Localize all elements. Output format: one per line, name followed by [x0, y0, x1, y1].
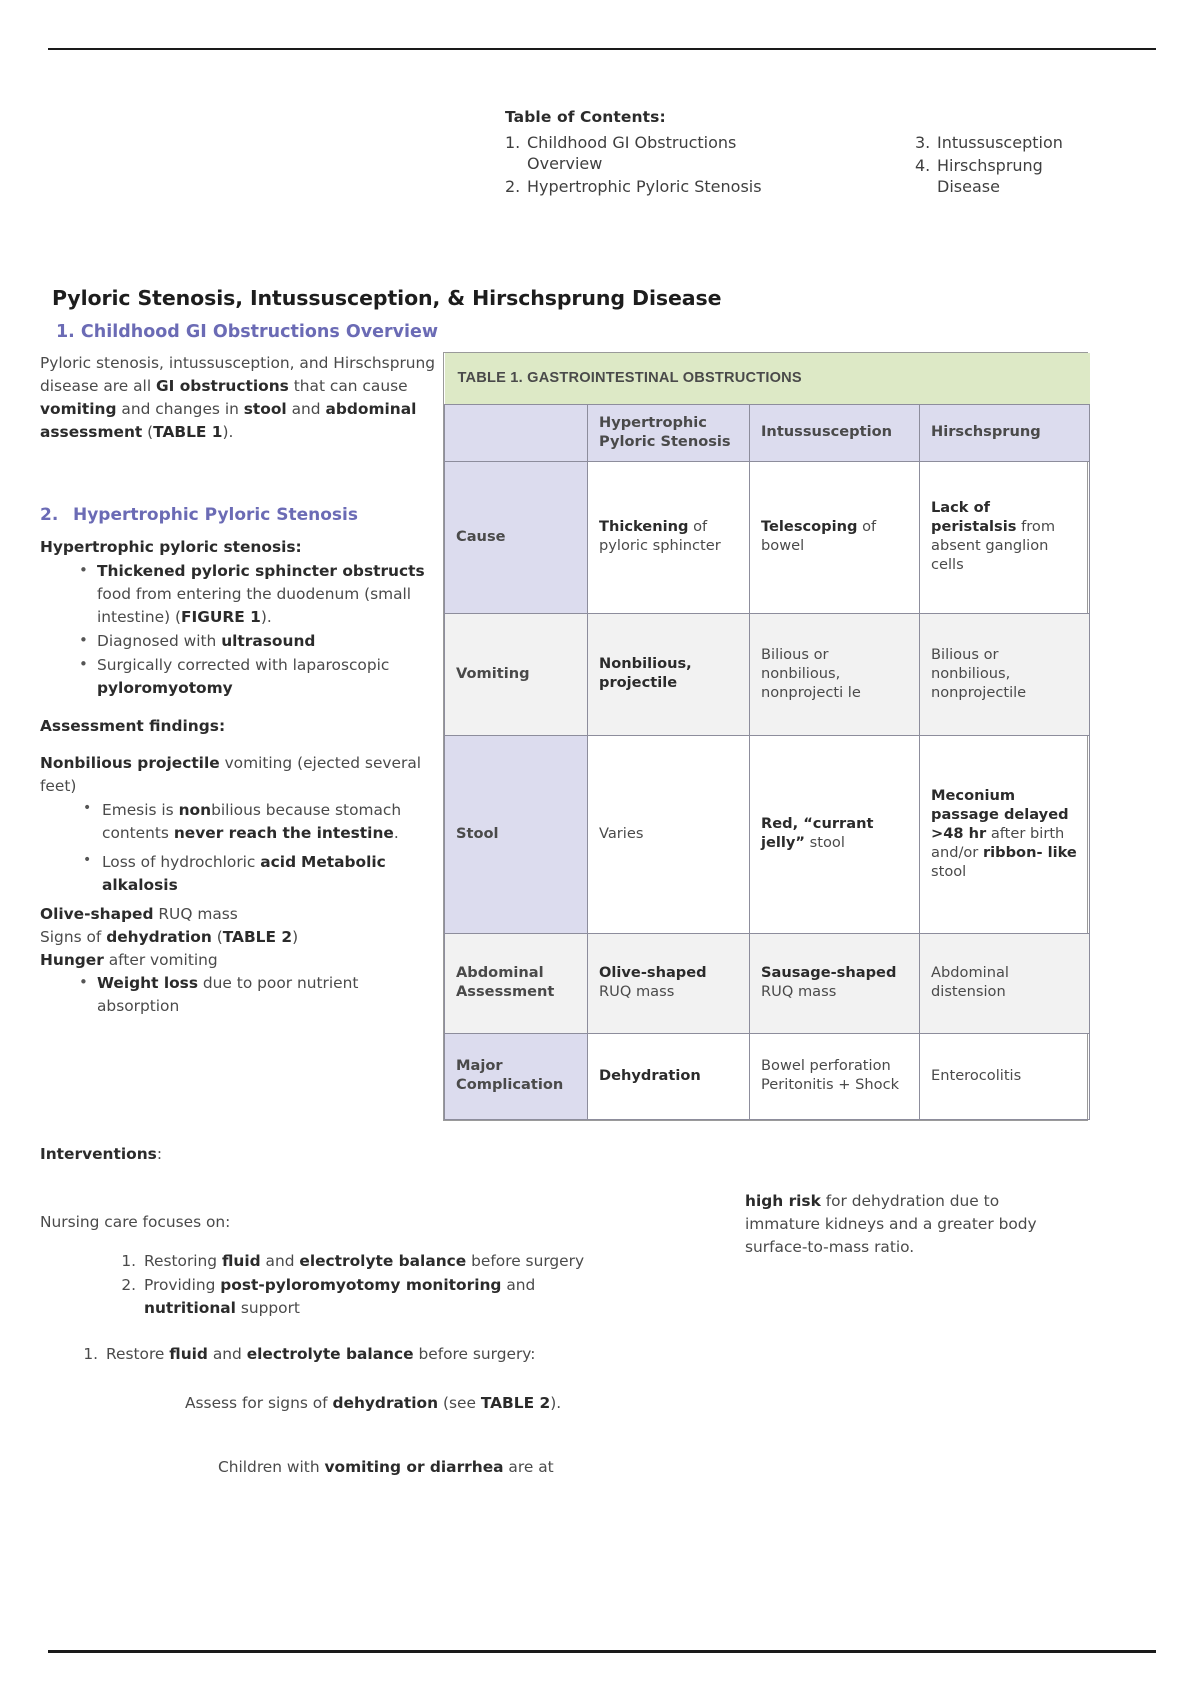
finding-3-bold: dehydration — [106, 928, 212, 947]
cell-stool-hirsch-bold2: ribbon- like — [982, 843, 1077, 861]
overview-text-4: and — [286, 400, 326, 419]
table-row — [445, 933, 1090, 1033]
cell-abdominal-intus-text: RUQ mass — [761, 983, 837, 1001]
list-item — [76, 799, 440, 845]
risk-bold-high-risk: high risk — [745, 1192, 821, 1210]
children-risk-line — [218, 1456, 660, 1479]
bullet-1-figure-ref[interactable]: FIGURE 1 — [181, 607, 261, 626]
cell-cause-hps — [588, 461, 750, 613]
overview-text-1: Pyloric stenosis, intussusception, and Hirschsprung disease are all — [40, 354, 436, 396]
interventions-intro: Nursing care focuses on: — [40, 1213, 231, 1232]
finding-3-text-a: Signs of — [40, 928, 107, 947]
column-header-hirschsprung: Hirschsprung — [920, 404, 1090, 461]
finding-2-text: RUQ mass — [153, 904, 238, 923]
list-item — [71, 654, 440, 700]
assess-text-a: Assess for signs of — [185, 1393, 333, 1412]
bullet-3-text: Surgically corrected with laparoscopic — [97, 655, 390, 674]
overview-bold-stool: stool — [243, 400, 287, 419]
sub-1-text-a: Emesis is — [102, 800, 179, 819]
assessment-findings-colon: : — [218, 717, 226, 736]
cell-stool-intussusception — [750, 735, 920, 933]
cell-stool-intus-text: stool — [805, 834, 845, 852]
row-label-major-complication: Major Complication — [445, 1033, 588, 1119]
assessment-finding-4 — [40, 949, 440, 972]
table-caption-row — [445, 353, 1090, 404]
row-label-abdominal-assessment: Abdominal Assessment — [445, 933, 588, 1033]
assess-table2-ref[interactable]: TABLE 2 — [480, 1393, 551, 1412]
column-header-hps: Hypertrophic Pyloric Stenosis — [588, 404, 750, 461]
restore-text-b: and — [207, 1345, 247, 1364]
children-bold-vomiting: vomiting or diarrhea — [324, 1457, 504, 1476]
list-item — [76, 851, 440, 897]
table-caption: TABLE 1. GASTROINTESTINAL OBSTRUCTIONS — [445, 353, 1090, 404]
item-2-text-a: Providing — [144, 1275, 221, 1294]
cell-vomiting-hirschsprung: Bilious or nonbilious, nonprojectile — [920, 613, 1090, 735]
cell-cause-hps-bold: Thickening — [599, 518, 689, 536]
interventions-heading — [40, 1143, 660, 1166]
toc-column-right — [805, 132, 1105, 199]
children-text-a: Children with — [218, 1457, 325, 1476]
row-label-vomiting: Vomiting — [445, 613, 588, 735]
row-label-cause: Cause — [445, 461, 588, 613]
section-2-number: 2. — [40, 505, 59, 525]
bullet-2-bold: ultrasound — [221, 631, 316, 650]
cell-vomiting-intussusception: Bilious or nonbilious, nonprojecti le — [750, 613, 920, 735]
finding-1-text: vomiting (ejected several feet) — [40, 754, 422, 796]
left-body-column — [40, 352, 440, 1020]
toc-item-1-number: 1. — [505, 133, 521, 152]
bullet-1-text: food from entering the duodenum (small intestine) ( — [97, 584, 412, 626]
bullet-2-text: Diagnosed with — [97, 631, 222, 650]
cell-stool-hirsch-bold: Meconium passage delayed >48 hr — [931, 786, 1069, 842]
restore-text-a: Restore — [106, 1345, 170, 1364]
assessment-weightloss-list — [71, 972, 440, 1018]
toc-item-1-label: Childhood GI Obstructions Overview — [527, 133, 737, 174]
cell-complication-hirschsprung: Enterocolitis — [920, 1033, 1090, 1119]
cell-abdominal-hirschsprung — [920, 933, 1090, 1033]
item-2-text-c: support — [235, 1299, 300, 1317]
sub-2-bold-alkalosis: Metabolic alkalosis — [102, 852, 386, 894]
assess-text-b: (see — [438, 1393, 481, 1412]
cell-vomiting-hps-bold: Nonbilious, projectile — [599, 655, 692, 692]
toc-item-4[interactable] — [915, 155, 1105, 197]
interventions-ordered-list — [108, 1250, 660, 1320]
toc-title: Table of Contents: — [505, 108, 666, 126]
cell-abdominal-hps-text: RUQ mass — [599, 983, 675, 1001]
list-item — [108, 1250, 660, 1273]
assessment-findings-heading — [40, 715, 440, 738]
assessment-findings-label: Assessment findings — [40, 717, 219, 736]
finding-4-bold: Hunger — [40, 951, 104, 970]
bullet-1-bold: Thickened pyloric sphincter obstructs — [97, 561, 425, 580]
gastrointestinal-obstructions-table — [443, 352, 1088, 1121]
list-item — [108, 1274, 660, 1320]
sub-1-text-b: bilious because stomach contents — [102, 800, 402, 842]
table-row — [445, 735, 1090, 933]
cell-abdominal-intussusception — [750, 933, 920, 1033]
table-row — [445, 613, 1090, 735]
finding-3-table2-ref[interactable]: TABLE 2 — [222, 928, 293, 947]
table-of-contents — [505, 108, 1105, 199]
finding-3-text-b: ( — [211, 928, 223, 947]
interventions-colon: : — [156, 1145, 163, 1164]
table-row — [445, 461, 1090, 613]
overview-bold-table1[interactable]: TABLE 1 — [153, 423, 223, 442]
overview-text-5: ( — [142, 423, 154, 442]
assessment-sub-list — [76, 799, 440, 897]
cell-abdominal-hps — [588, 933, 750, 1033]
cell-abdominal-hirsch-text: Abdominal distension — [931, 964, 1009, 1001]
cell-complication-intussusception: Bowel perforation Peritonitis + Shock — [750, 1033, 920, 1119]
item-1-bold-electrolyte: electrolyte balance — [299, 1251, 467, 1270]
sub-2-text: Loss of hydrochloric — [102, 852, 261, 871]
toc-column-left — [505, 132, 805, 199]
item-2-text-b: and — [501, 1275, 536, 1294]
pyloric-lead: Hypertrophic pyloric stenosis: — [40, 538, 302, 557]
pyloric-bullet-list — [71, 560, 440, 701]
assess-dehydration-line — [185, 1392, 660, 1415]
cell-abdominal-hps-bold: Olive-shaped — [599, 964, 707, 982]
item-2-bold-monitoring: post-pyloromyotomy monitoring — [220, 1275, 502, 1294]
assess-text-c: ). — [550, 1393, 562, 1412]
cell-stool-intus-bold: Red, “currant jelly” — [761, 815, 874, 852]
finding-5-bold: Weight loss — [97, 974, 199, 993]
cell-complication-hps-bold: Dehydration — [599, 1066, 701, 1084]
list-item — [70, 1343, 660, 1366]
assessment-finding-1 — [40, 752, 440, 798]
toc-item-4-number: 4. — [915, 156, 931, 176]
cell-vomiting-hps — [588, 613, 750, 735]
cell-cause-hps-text: of pyloric sphincter — [599, 518, 721, 555]
table-row — [445, 1033, 1090, 1119]
assessment-finding-2 — [40, 903, 440, 926]
item-2-number: 2. — [121, 1275, 136, 1294]
row-label-stool: Stool — [445, 735, 588, 933]
assess-bold-dehydration: dehydration — [332, 1393, 439, 1412]
overview-bold-abdominal: abdominal assessment — [40, 400, 417, 442]
bullet-1-tail: ). — [260, 607, 272, 626]
assessment-finding-3 — [40, 926, 440, 949]
toc-item-3-number: 3. — [915, 133, 931, 152]
list-item — [71, 560, 440, 629]
item-1-number: 1. — [121, 1251, 136, 1270]
restore-bold-fluid: fluid — [169, 1345, 208, 1364]
item-1-text-c: before surgery — [466, 1251, 585, 1270]
cell-stool-hps: Varies — [588, 735, 750, 933]
cell-abdominal-intus-bold: Sausage-shaped — [761, 964, 897, 982]
toc-item-1[interactable] — [505, 132, 805, 174]
list-item — [71, 972, 440, 1018]
finding-4-text: after vomiting — [103, 951, 218, 970]
restore-bold-electrolyte: electrolyte balance — [246, 1345, 414, 1364]
cell-cause-hirsch-bold: Lack of peristalsis — [931, 499, 1017, 536]
top-rule — [48, 48, 1156, 50]
cell-complication-hps — [588, 1033, 750, 1119]
children-text-b: are at — [503, 1457, 554, 1476]
interventions-block — [40, 1128, 660, 1494]
finding-3-text-c: ) — [292, 928, 299, 947]
overview-text-6: ). — [222, 423, 234, 442]
restore-text-c: before surgery: — [413, 1345, 536, 1364]
section-2-label: Hypertrophic Pyloric Stenosis — [73, 505, 358, 525]
finding-1-bold: Nonbilious projectile — [40, 754, 220, 773]
toc-item-2[interactable] — [505, 176, 805, 197]
sub-2-bold-acid: acid — [260, 852, 297, 871]
dehydration-risk-paragraph — [745, 1190, 1075, 1259]
sub-1-period: . — [393, 823, 399, 842]
overview-text-3: and changes in — [116, 400, 244, 419]
toc-item-2-label: Hypertrophic Pyloric Stenosis — [527, 177, 762, 197]
section-1-heading: 1. Childhood GI Obstructions Overview — [56, 322, 439, 342]
item-1-text-a: Restoring — [144, 1251, 222, 1270]
finding-2-bold: Olive-shaped — [40, 904, 154, 923]
item-2-bold-nutritional: nutritional — [144, 1299, 236, 1317]
sub-1-bold-non: non — [178, 800, 212, 819]
sub-1-bold-intestine: never reach the intestine — [173, 823, 394, 842]
risk-text: for dehydration due to immature kidneys and a greater body surface-to-mass ratio. — [745, 1192, 1037, 1257]
toc-item-2-number: 2. — [505, 177, 521, 197]
column-header-blank — [445, 404, 588, 461]
overview-bold-gi: GI obstructions — [156, 377, 289, 396]
cell-cause-intussusception — [750, 461, 920, 613]
list-item — [71, 630, 440, 653]
overview-bold-vomiting: vomiting — [40, 400, 117, 419]
overview-paragraph — [40, 352, 440, 444]
restore-ordered-list — [70, 1343, 660, 1366]
finding-5-text: due to poor nutrient absorption — [97, 974, 359, 1016]
cell-stool-hirsch-text: after birth and/or — [931, 824, 1065, 861]
restore-item-number: 1. — [83, 1345, 98, 1364]
column-header-intussusception: Intussusception — [750, 404, 920, 461]
cell-stool-hirschsprung — [920, 735, 1090, 933]
overview-text-2: that can cause — [288, 377, 408, 396]
page-title: Pyloric Stenosis, Intussusception, & Hirschsprung Disease — [52, 286, 722, 310]
table-header-row — [445, 404, 1090, 461]
interventions-label: Interventions — [40, 1145, 157, 1164]
cell-cause-intus-bold: Telescoping — [761, 518, 858, 536]
cell-cause-hirschsprung — [920, 461, 1090, 613]
toc-item-4-label: Hirschsprung Disease — [937, 156, 1043, 197]
bottom-rule — [48, 1650, 1156, 1653]
cell-cause-hirsch-text: from absent ganglion cells — [931, 518, 1056, 574]
cell-stool-hirsch-text2: stool — [931, 862, 967, 880]
item-1-text-b: and — [260, 1251, 300, 1270]
item-1-bold-fluid: fluid — [221, 1251, 261, 1270]
bullet-3-bold: pyloromyotomy — [97, 679, 233, 698]
cell-cause-intus-text: of bowel — [761, 518, 877, 555]
toc-item-3-label: Intussusception — [937, 133, 1063, 152]
toc-item-3[interactable] — [915, 132, 1105, 153]
